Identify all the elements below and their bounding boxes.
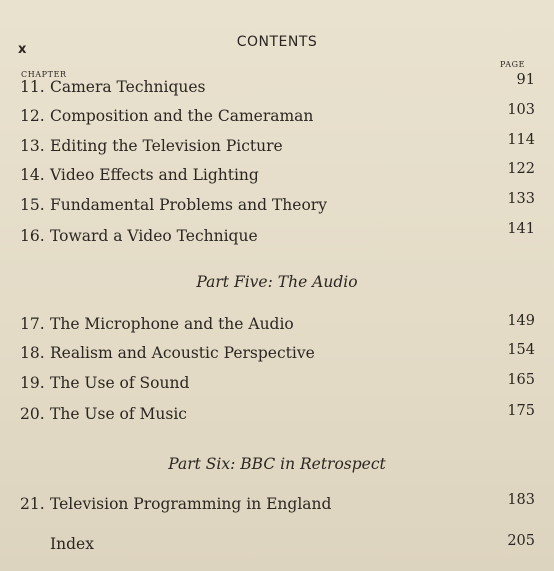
page-number: 183 bbox=[507, 492, 535, 508]
chapter-title: The Use of Sound bbox=[50, 374, 190, 392]
page-number: 154 bbox=[507, 342, 535, 358]
chapter-title: Video Effects and Lighting bbox=[50, 166, 259, 184]
chapter-title: Editing the Television Picture bbox=[50, 137, 283, 155]
page-number: 165 bbox=[507, 372, 535, 388]
page-number: 122 bbox=[507, 161, 535, 177]
index-title: Index bbox=[50, 535, 94, 553]
chapter-title: Realism and Acoustic Perspective bbox=[50, 344, 315, 362]
toc-entry bbox=[20, 492, 535, 513]
chapter-number: 14. bbox=[20, 166, 45, 184]
toc-entry bbox=[20, 161, 535, 184]
toc-entry bbox=[20, 191, 535, 214]
toc-entry bbox=[20, 221, 535, 245]
page-number: 141 bbox=[507, 221, 535, 237]
chapter-title: The Microphone and the Audio bbox=[50, 315, 294, 333]
page-number: 175 bbox=[507, 403, 535, 419]
chapter-number: 11. bbox=[20, 78, 45, 96]
toc-entry bbox=[20, 102, 535, 125]
page-number: 91 bbox=[516, 72, 535, 88]
chapter-number: 15. bbox=[20, 196, 45, 214]
chapter-number: 18. bbox=[20, 344, 45, 362]
chapter-title: Composition and the Cameraman bbox=[50, 107, 314, 125]
page-number: 149 bbox=[507, 313, 535, 329]
toc-entry bbox=[20, 374, 535, 392]
chapter-number: 13. bbox=[20, 137, 45, 155]
toc-entry bbox=[20, 315, 535, 333]
page-folio: x bbox=[18, 42, 27, 57]
page-column-label: PAGE bbox=[500, 60, 526, 69]
page-number: 205 bbox=[507, 533, 535, 549]
chapter-number: 16. bbox=[20, 227, 45, 245]
chapter-number: 12. bbox=[20, 107, 45, 125]
chapter-number: 21. bbox=[20, 495, 45, 513]
toc-entry-index bbox=[20, 535, 535, 553]
chapter-title: Toward a Video Technique bbox=[50, 227, 258, 245]
toc-entry bbox=[20, 344, 535, 362]
chapter-column-label: CHAPTER bbox=[21, 70, 67, 79]
part-heading: Part Five: The Audio bbox=[196, 273, 358, 291]
chapter-number: 17. bbox=[20, 315, 45, 333]
chapter-number: 19. bbox=[20, 374, 45, 392]
page-title: CONTENTS bbox=[236, 34, 318, 50]
toc-entry bbox=[20, 405, 535, 423]
chapter-title: Television Programming in England bbox=[50, 495, 332, 513]
chapter-number: 20. bbox=[20, 405, 45, 423]
chapter-title: Fundamental Problems and Theory bbox=[50, 196, 327, 214]
chapter-title: The Use of Music bbox=[50, 405, 187, 423]
page-number: 114 bbox=[507, 132, 535, 148]
page-number: 133 bbox=[507, 191, 535, 207]
toc-entry bbox=[20, 132, 535, 155]
page-number: 103 bbox=[507, 102, 535, 118]
part-heading: Part Six: BBC in Retrospect bbox=[168, 455, 386, 473]
chapter-title: Camera Techniques bbox=[50, 78, 206, 96]
